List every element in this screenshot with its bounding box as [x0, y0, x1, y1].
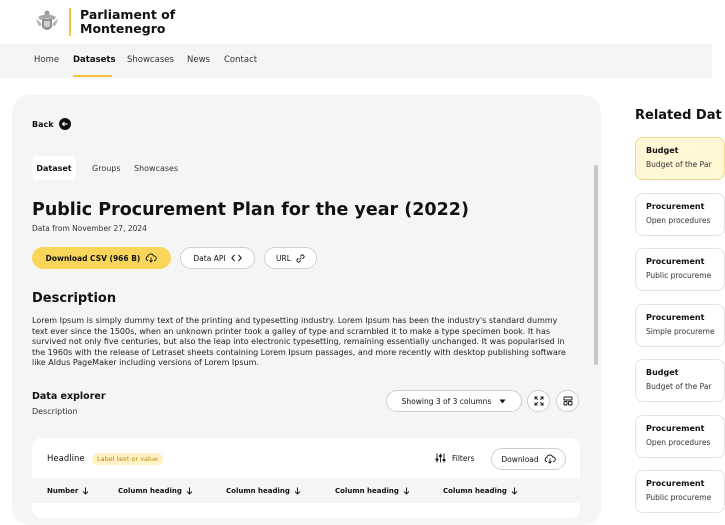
related-item-text: Budget of the Par [646, 160, 712, 169]
table-headline: Headline [47, 454, 85, 464]
scrollbar-thumb[interactable] [594, 165, 598, 365]
related-datasets-title: Related Dat [635, 108, 722, 123]
column-header-1[interactable] [118, 487, 193, 495]
url-label: URL [276, 253, 291, 263]
related-item-text: Simple procureme [646, 327, 715, 336]
filters-button[interactable] [435, 453, 474, 463]
site-title[interactable]: Parliament of Montenegro [80, 7, 176, 36]
active-nav-indicator [73, 75, 112, 77]
related-item[interactable] [635, 137, 725, 180]
nav-item-showcases[interactable]: Showcases [127, 55, 174, 65]
layout-button[interactable] [556, 390, 579, 412]
table-download-button[interactable] [491, 448, 566, 470]
cloud-download-icon [544, 454, 556, 464]
sliders-icon [435, 453, 446, 463]
column-header-4[interactable] [443, 487, 518, 495]
nav-item-home[interactable]: Home [34, 55, 60, 65]
table-download-label: Download [501, 454, 539, 464]
arrow-down-icon [403, 487, 410, 495]
back-label: Back [32, 119, 54, 129]
related-item-category: Procurement [646, 479, 705, 488]
arrow-down-icon [82, 487, 89, 495]
nav-item-news[interactable]: News [187, 55, 210, 65]
column-header-3[interactable] [335, 487, 410, 495]
back-link[interactable] [32, 118, 71, 130]
data-explorer-subtitle: Description [32, 407, 78, 416]
column-header-label: Number [47, 487, 79, 495]
main-nav [0, 44, 712, 78]
download-csv-label: Download CSV (966 B) [45, 253, 141, 263]
arrow-down-icon [186, 487, 193, 495]
site-header [0, 0, 712, 44]
arrow-left-icon [59, 118, 71, 130]
related-item-text: Public procureme [646, 493, 712, 502]
tab-dataset[interactable]: Dataset [32, 156, 76, 180]
columns-select-label: Showing 3 of 3 columns [401, 396, 492, 406]
column-header-label: Column heading [226, 487, 290, 495]
related-item-text: Open procedures [646, 216, 711, 225]
logo-divider [69, 8, 71, 36]
data-api-label: Data API [193, 253, 226, 263]
data-explorer-title: Data explorer [32, 391, 106, 402]
related-item-category: Procurement [646, 257, 705, 266]
related-item[interactable] [635, 193, 725, 236]
column-header-number[interactable] [47, 487, 89, 495]
related-item-category: Budget [646, 368, 679, 377]
dataset-date: Data from November 27, 2024 [32, 224, 147, 233]
arrow-down-icon [511, 487, 518, 495]
description-text: Lorem Ipsum is simply dummy text of the printing and typesetting industry. Lorem Ipsum has been the industry's standard dummy text ever since the 1500s, when an unknown printer took a galley of type and scrambled it to make a type specimen book. It has survived not only five centuries, but also the leap into electronic typesetting, remaining essentially unchanged. It was popularised in the 1960s with the release of Letraset sheets containing Lorem Ipsum passages, and more recently with desktop publishing software like Aldus PageMaker including versions of Lorem Ipsum. [32, 316, 566, 368]
column-header-label: Column heading [118, 487, 182, 495]
download-csv-button[interactable] [32, 247, 171, 269]
description-title: Description [32, 291, 117, 306]
fullscreen-button[interactable] [527, 390, 550, 412]
related-item-text: Budget of the Par [646, 382, 712, 391]
coat-of-arms-logo[interactable] [34, 9, 60, 35]
tab-showcases[interactable]: Showcases [134, 163, 179, 173]
code-icon [231, 254, 242, 262]
arrow-down-icon [294, 487, 301, 495]
related-item-text: Public procureme [646, 271, 712, 280]
caret-down-icon [499, 399, 506, 404]
table-layout-icon [563, 396, 573, 406]
data-api-button[interactable] [180, 247, 255, 269]
column-header-label: Column heading [443, 487, 507, 495]
related-item-text: Open procedures [646, 438, 711, 447]
column-header-2[interactable] [226, 487, 301, 495]
url-button[interactable] [264, 247, 317, 269]
related-item[interactable] [635, 415, 725, 458]
nav-item-contact[interactable]: Contact [224, 55, 258, 65]
filters-label: Filters [452, 453, 475, 463]
columns-select[interactable] [386, 390, 522, 412]
related-item-category: Procurement [646, 424, 705, 433]
related-item[interactable] [635, 470, 725, 513]
column-header-label: Column heading [335, 487, 399, 495]
link-icon [296, 254, 305, 263]
related-item-category: Budget [646, 146, 679, 155]
related-item-category: Procurement [646, 313, 705, 322]
tab-groups[interactable]: Groups [92, 163, 121, 173]
page-title: Public Procurement Plan for the year (2022) [32, 200, 469, 220]
related-item[interactable] [635, 248, 725, 291]
label-tag: Label text or value [92, 453, 163, 465]
nav-item-datasets[interactable]: Datasets [73, 55, 116, 65]
related-item-category: Procurement [646, 202, 705, 211]
cloud-download-icon [145, 253, 157, 263]
related-item[interactable] [635, 304, 725, 347]
expand-icon [534, 396, 544, 406]
related-item[interactable] [635, 359, 725, 402]
